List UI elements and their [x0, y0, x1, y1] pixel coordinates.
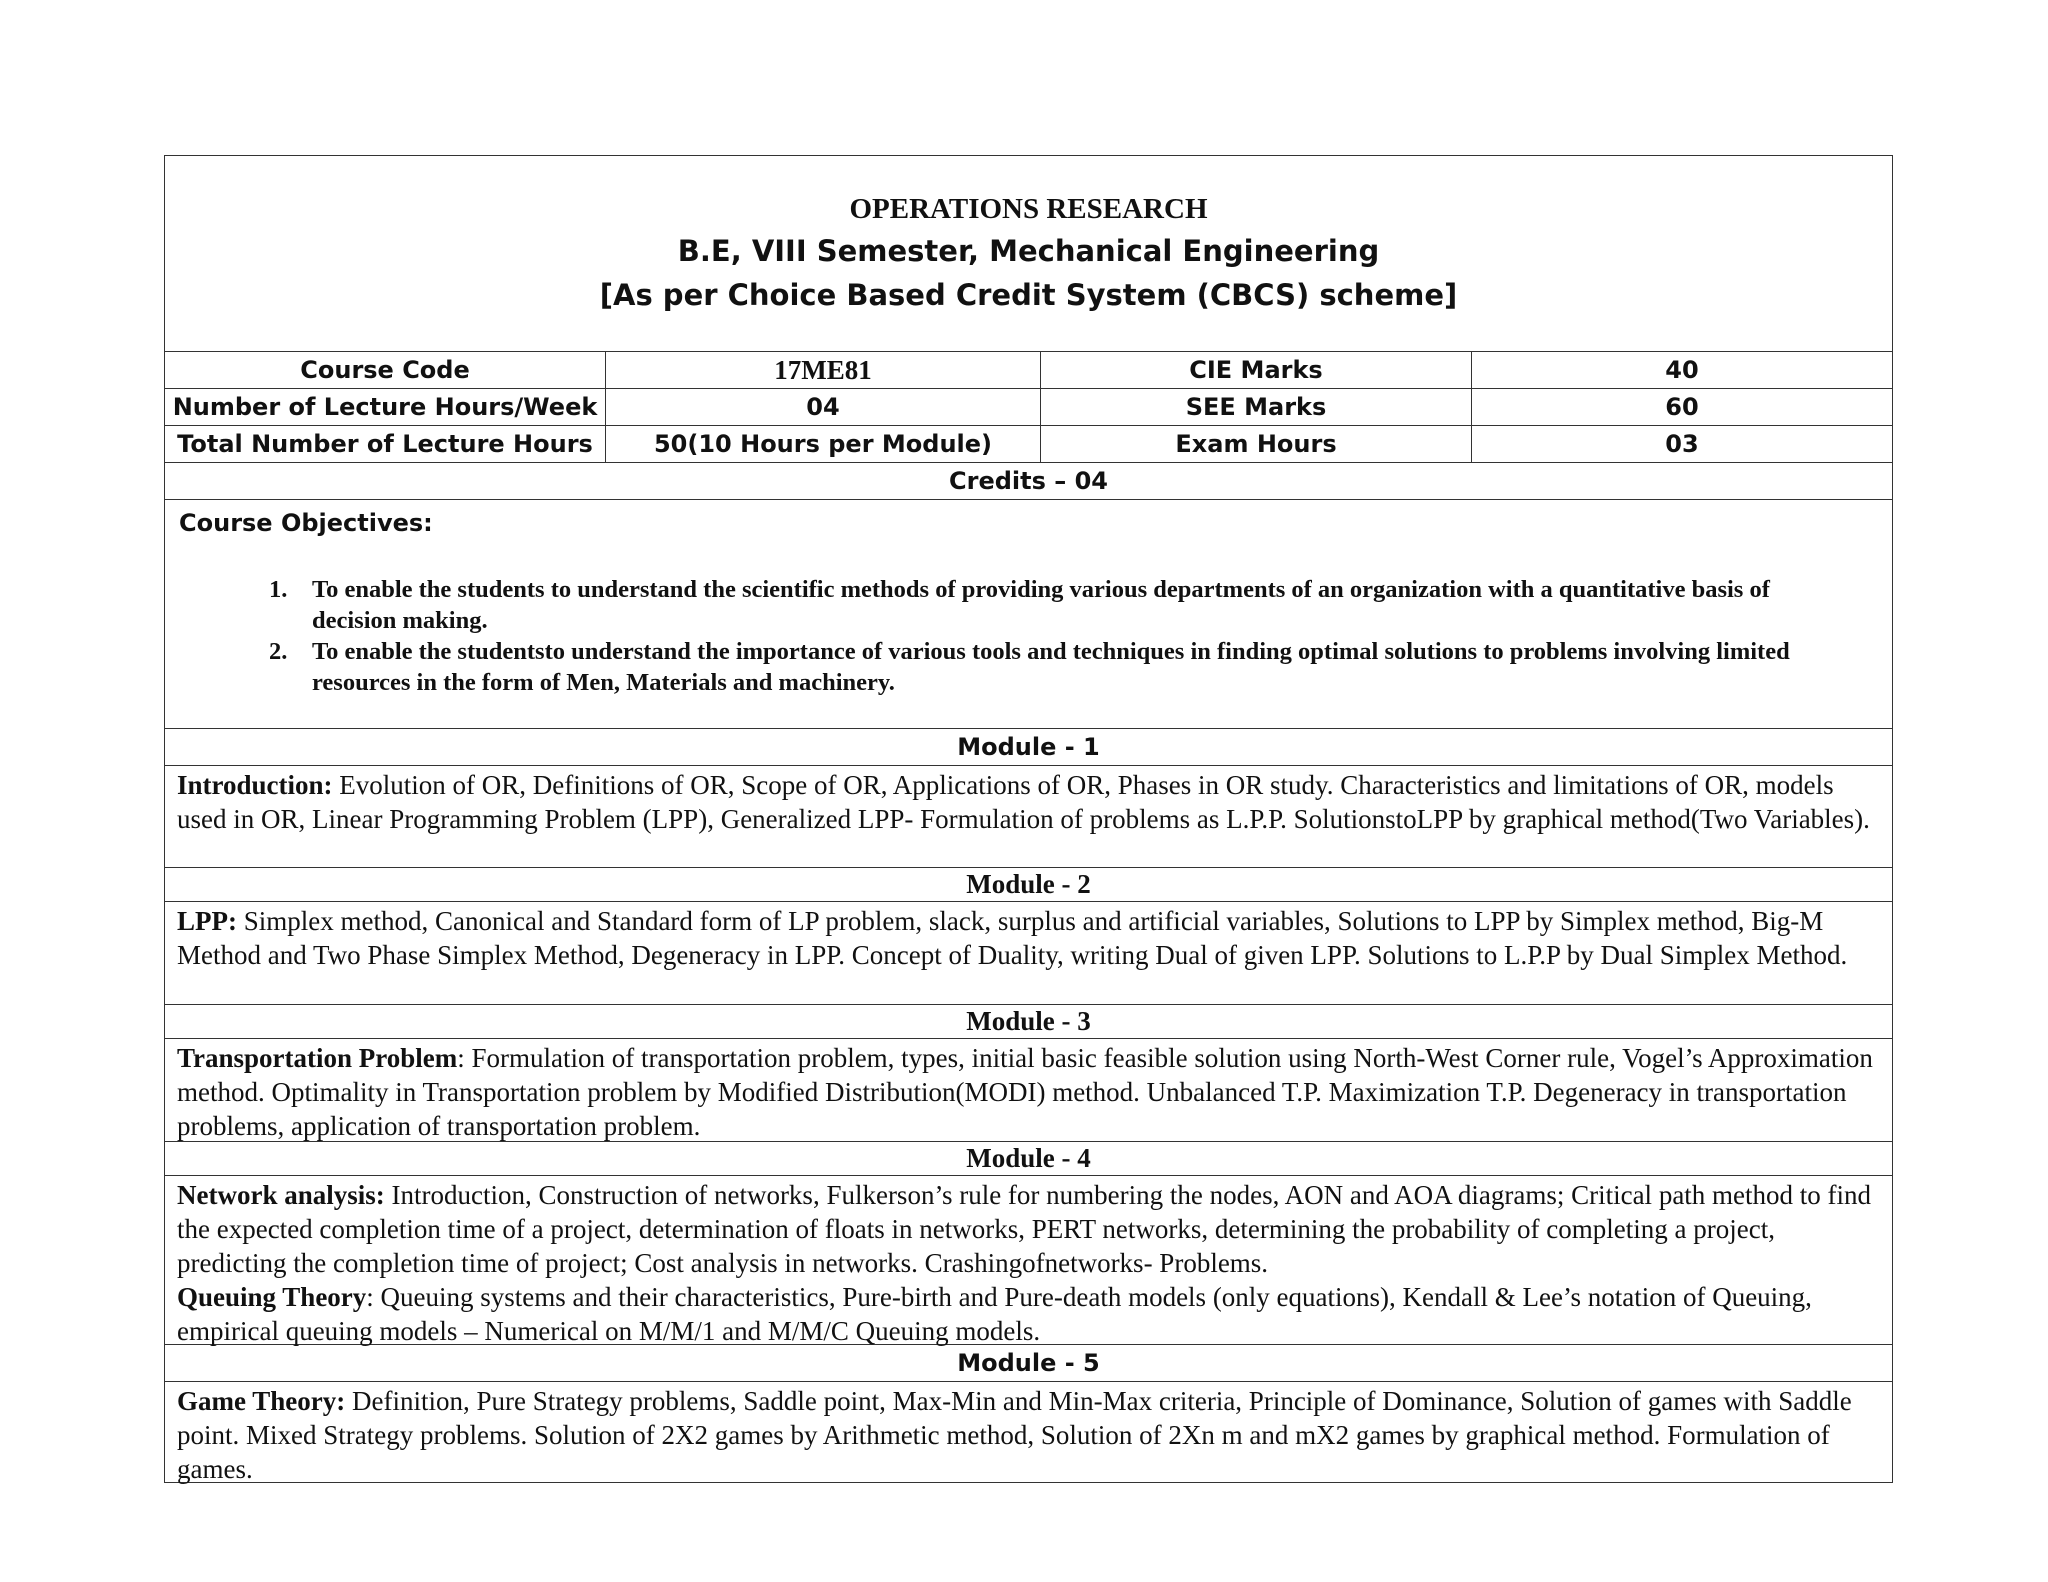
module-1-content: [165, 766, 1892, 868]
course-title: OPERATIONS RESEARCH: [849, 193, 1208, 225]
list-item: [179, 574, 1878, 636]
topic-heading: Transportation Problem: [177, 1043, 458, 1073]
module-5-heading: Module - 5: [165, 1345, 1892, 1382]
module-1-heading: Module - 1: [165, 729, 1892, 766]
lecture-hours-week-value: 04: [606, 389, 1041, 426]
course-subtitle: B.E, VIII Semester, Mechanical Engineering: [677, 234, 1380, 268]
topic-text: Introduction, Construction of networks, Fulkerson’s rule for numbering the nodes, AON and AOA diagrams; Critical path method to find the expected completion time of a project, determination of floats in networks, PERT networks, determining the probability of completing a project, predicting the completion time of project; Cost analysis in networks. Crashingofnetworks- Problems.: [177, 1180, 1872, 1278]
course-objectives: [165, 500, 1892, 729]
module-3-heading: Module - 3: [165, 1005, 1892, 1039]
credits-row: Credits – 04: [165, 463, 1892, 500]
topic-text: Definition, Pure Strategy problems, Saddle point, Max-Min and Min-Max criteria, Principle of Dominance, Solution of games with Saddle point. Mixed Strategy problems. Solution of 2X2 games by Arithmetic method, Solution of 2Xn m and mX2 games by graphical method. Formulation of games.: [177, 1386, 1852, 1484]
topic-text: : Queuing systems and their characteristics, Pure-birth and Pure-death models (only equations), Kendall & Lee’s notation of Queuing, empirical queuing models – Numerical on M/M/1 and M/M/C Queuing models.: [177, 1282, 1812, 1346]
syllabus-header: [165, 156, 1892, 352]
course-code-value: 17ME81: [606, 352, 1041, 389]
module-3-content: [165, 1039, 1892, 1142]
topic-heading: Introduction:: [177, 770, 333, 800]
objectives-list: [179, 574, 1878, 698]
exam-hours-value: 03: [1472, 426, 1892, 463]
cie-marks-label: CIE Marks: [1041, 352, 1472, 389]
module-5-content: [165, 1382, 1892, 1482]
topic-text: : Formulation of transportation problem, types, initial basic feasible solution using North-West Corner rule, Vogel’s Approximation method. Optimality in Transportation problem by Modified Distribution(MODI) method. Unbalanced T.P. Maximization T.P. Degeneracy in transportation problems, application of transportation problem.: [177, 1043, 1873, 1141]
total-hours-value: 50(10 Hours per Module): [606, 426, 1041, 463]
module-4-content: [165, 1176, 1892, 1345]
topic-heading: Network analysis:: [177, 1180, 385, 1210]
objective-number: 1.: [269, 576, 288, 603]
objective-number: 2.: [269, 638, 288, 665]
topic-heading: Queuing Theory: [177, 1282, 367, 1312]
topic-heading: LPP:: [177, 906, 237, 936]
total-hours-label: Total Number of Lecture Hours: [165, 426, 606, 463]
module-2-heading: Module - 2: [165, 868, 1892, 902]
exam-hours-label: Exam Hours: [1041, 426, 1472, 463]
module-4-heading: Module - 4: [165, 1142, 1892, 1176]
topic-text: Evolution of OR, Definitions of OR, Scope of OR, Applications of OR, Phases in OR study. Characteristics and limitations of OR, models used in OR, Linear Programming Problem (LPP), Generalized LPP- Formulation of problems as L.P.P. SolutionstoLPP by graphical method(Two Variables).: [177, 770, 1870, 834]
list-item: [179, 636, 1878, 698]
cie-marks-value: 40: [1472, 352, 1892, 389]
see-marks-value: 60: [1472, 389, 1892, 426]
topic-text: Simplex method, Canonical and Standard form of LP problem, slack, surplus and artificial variables, Solutions to LPP by Simplex method, Big-M Method and Two Phase Simplex Method, Degeneracy in LPP. Concept of Duality, writing Dual of given LPP. Solutions to L.P.P by Dual Simplex Method.: [177, 906, 1848, 970]
syllabus-table: [164, 155, 1893, 1483]
objective-text: To enable the students to understand the scientific methods of providing various departments of an organization with a quantitative basis of decision making.: [312, 576, 1770, 634]
course-code-label: Course Code: [165, 352, 606, 389]
topic-heading: Game Theory:: [177, 1386, 346, 1416]
scheme-label: [As per Choice Based Credit System (CBCS) scheme]: [599, 278, 1458, 312]
lecture-hours-week-label: Number of Lecture Hours/Week: [165, 389, 606, 426]
module-2-content: [165, 902, 1892, 1005]
course-info-grid: [165, 352, 1892, 463]
see-marks-label: SEE Marks: [1041, 389, 1472, 426]
objective-text: To enable the studentsto understand the importance of various tools and techniques in finding optimal solutions to problems involving limited resources in the form of Men, Materials and machinery.: [312, 638, 1790, 696]
objectives-label: Course Objectives:: [179, 509, 433, 537]
